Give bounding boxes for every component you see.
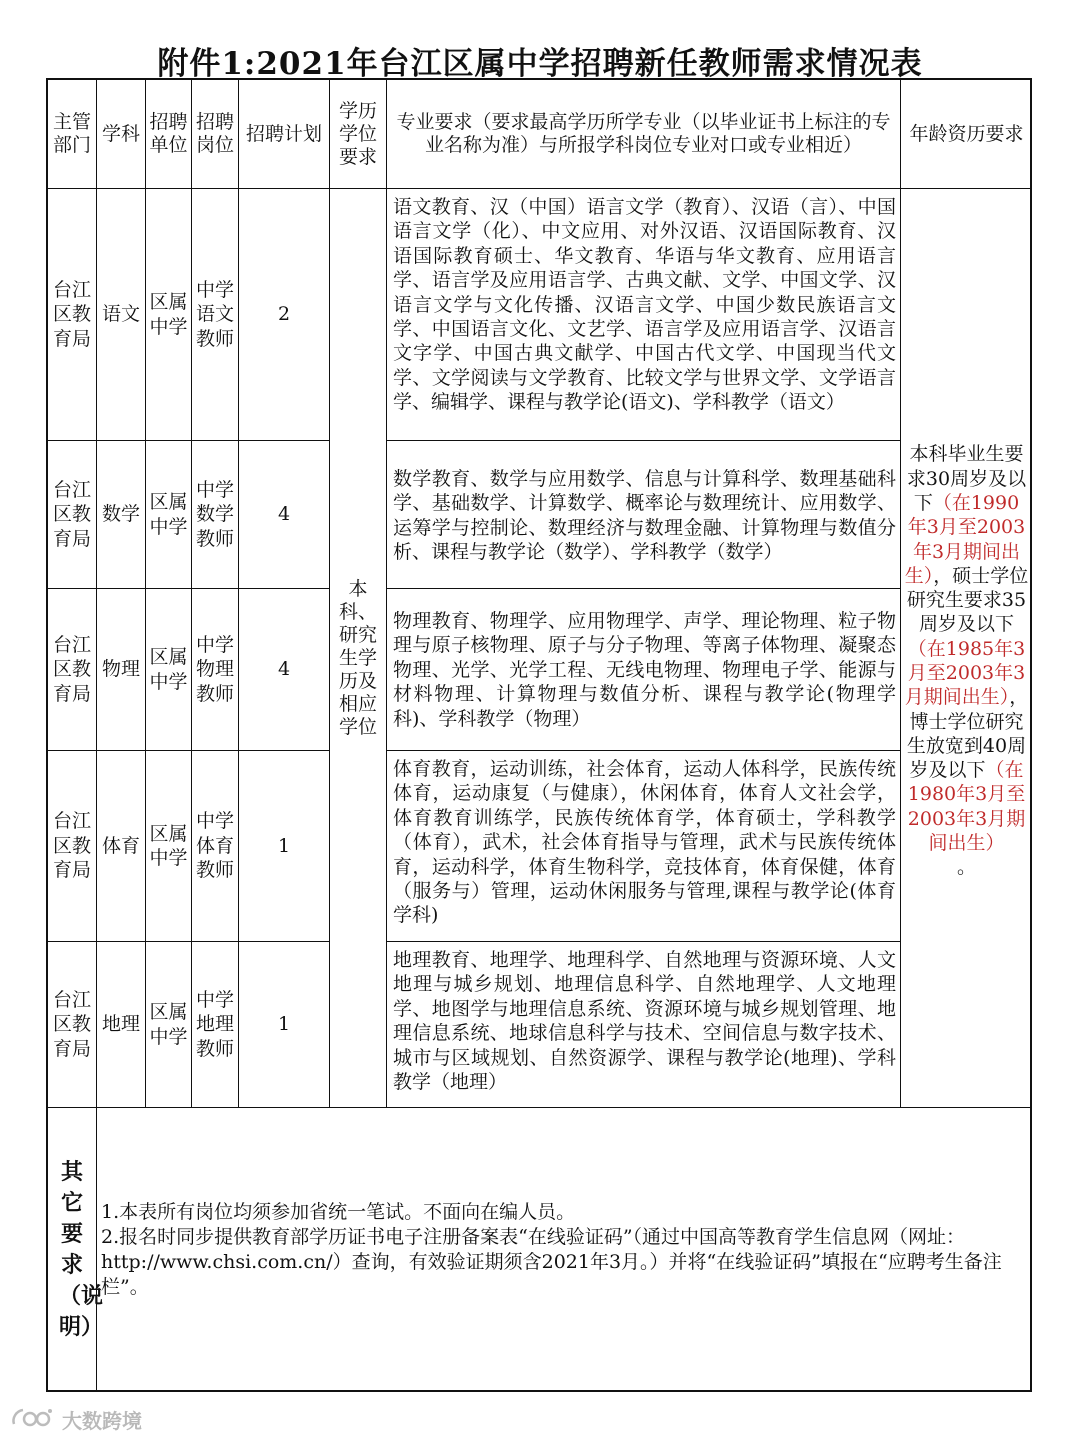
row-tiyu-post: 中学体育教师 (192, 751, 239, 942)
header-major: 专业要求（要求最高学历所学专业（以毕业证书上标注的专业名称为准）与所报学科岗位专业对口或专业相近） (387, 80, 901, 189)
row-dili-unit: 区属中学 (146, 942, 192, 1108)
header-edu: 学历学位要求 (330, 80, 387, 189)
row-wuli-dept: 台江区教育局 (48, 589, 97, 751)
note-line-1: 1.本表所有岗位均须参加省统一笔试。不面向在编人员。 (101, 1201, 576, 1223)
row-yuwen-post: 中学语文教师 (192, 189, 239, 441)
row-yuwen-plan: 2 (239, 189, 330, 441)
header-unit: 招聘单位 (146, 80, 192, 189)
row-tiyu-subject: 体育 (97, 751, 146, 942)
edu-requirement: 本科、研究生学历及相应学位 (330, 189, 387, 1108)
row-dili-major: 地理教育、地理学、地理科学、自然地理与资源环境、人文地理与城乡规划、地理信息科学、自然地理学、人文地理学、地图学与地理信息系统、资源环境与城乡规划管理、地理信息系统、地球信息科学与技术、空间信息与数字技术、城市与区域规划、自然资源学、课程与教学论(地理)、学科教学（地理） (387, 942, 901, 1108)
note-line-2: 2.报名时同步提供教育部学历证书电子注册备案表“在线验证码”（通过中国高等教育学生信息网（网址：http://www.chsi.com.cn/）查询，有效验证期须含2021年3月。）并将“在线验证码”填报在“应聘考生备注栏”。 (101, 1226, 1002, 1298)
row-yuwen-unit: 区属中学 (146, 189, 192, 441)
row-yuwen-dept: 台江区教育局 (48, 189, 97, 441)
row-shuxue-post: 中学数学教师 (192, 441, 239, 589)
row-shuxue-subject: 数学 (97, 441, 146, 589)
watermark: 大数跨境 (10, 1404, 142, 1434)
row-wuli-plan: 4 (239, 589, 330, 751)
row-dili-post: 中学地理教师 (192, 942, 239, 1108)
header-subject: 学科 (97, 80, 146, 189)
row-yuwen-subject: 语文 (97, 189, 146, 441)
notes-content (97, 1108, 1032, 1392)
row-tiyu-plan: 1 (239, 751, 330, 942)
header-dept: 主管部门 (48, 80, 97, 189)
watermark-logo-icon (10, 1406, 56, 1432)
page-title: 附件1:2021年台江区属中学招聘新任教师需求情况表 (157, 46, 923, 82)
header-post: 招聘岗位 (192, 80, 239, 189)
row-dili-dept: 台江区教育局 (48, 942, 97, 1108)
row-dili-subject: 地理 (97, 942, 146, 1108)
row-tiyu-unit: 区属中学 (146, 751, 192, 942)
notes-label: 其它要求（说明） (48, 1108, 97, 1392)
row-wuli-post: 中学物理教师 (192, 589, 239, 751)
row-tiyu-major: 体育教育，运动训练，社会体育，运动人体科学，民族传统体育，运动康复（与健康），休闲体育，体育人文社会学，体育教育训练学，民族传统体育学，体育硕士，学科教学（体育），武术，社会体育指导与管理，武术与民族传统体育，运动科学，体育生物科学，竞技体育，体育保健，体育（服务与）管理，运动休闲服务与管理,课程与教学论(体育学科) (387, 751, 901, 942)
row-shuxue-unit: 区属中学 (146, 441, 192, 589)
row-wuli-unit: 区属中学 (146, 589, 192, 751)
row-shuxue-dept: 台江区教育局 (48, 441, 97, 589)
row-shuxue-major: 数学教育、数学与应用数学、信息与计算科学、数理基础科学、基础数学、计算数学、概率论与数理统计、应用数学、运筹学与控制论、数理经济与数理金融、计算物理与数值分析、课程与教学论（数学）、学科教学（数学） (387, 441, 901, 589)
age-requirement: 本科毕业生要求30周岁及以下（在1990年3月至2003年3月期间出生），硕士学位研究生要求35周岁及以下（在1985年3月至2003年3月期间出生），博士学位研究生放宽到40周岁及以下（在1980年3月至2003年3月期间出生） 。 (901, 189, 1032, 1108)
row-wuli-subject: 物理 (97, 589, 146, 751)
row-shuxue-plan: 4 (239, 441, 330, 589)
header-age: 年龄资历要求 (901, 80, 1032, 189)
recruitment-table (46, 78, 1032, 1392)
row-tiyu-dept: 台江区教育局 (48, 751, 97, 942)
header-plan: 招聘计划 (239, 80, 330, 189)
row-dili-plan: 1 (239, 942, 330, 1108)
row-yuwen-major: 语文教育、汉（中国）语言文学（教育）、汉语（言）、中国语言文学（化）、中文应用、对外汉语、汉语国际教育、汉语国际教育硕士、华文教育、华语与华文教育、应用语言学、语言学及应用语言学、古典文献、文学、中国文学、汉语言文学与文化传播、汉语言文学、中国少数民族语言文学、中国语言文化、文艺学、语言学及应用语言学、汉语言文字学、中国古典文献学、中国古代文学、中国现当代文学、文学阅读与文学教育、比较文学与世界文学、文学语言学、编辑学、课程与教学论(语文)、学科教学（语文） (387, 189, 901, 441)
row-wuli-major: 物理教育、物理学、应用物理学、声学、理论物理、粒子物理与原子核物理、原子与分子物理、等离子体物理、凝聚态物理、光学、光学工程、无线电物理、物理电子学、能源与材料物理、计算物理与数值分析、课程与教学论(物理学科)、学科教学（物理） (387, 589, 901, 751)
